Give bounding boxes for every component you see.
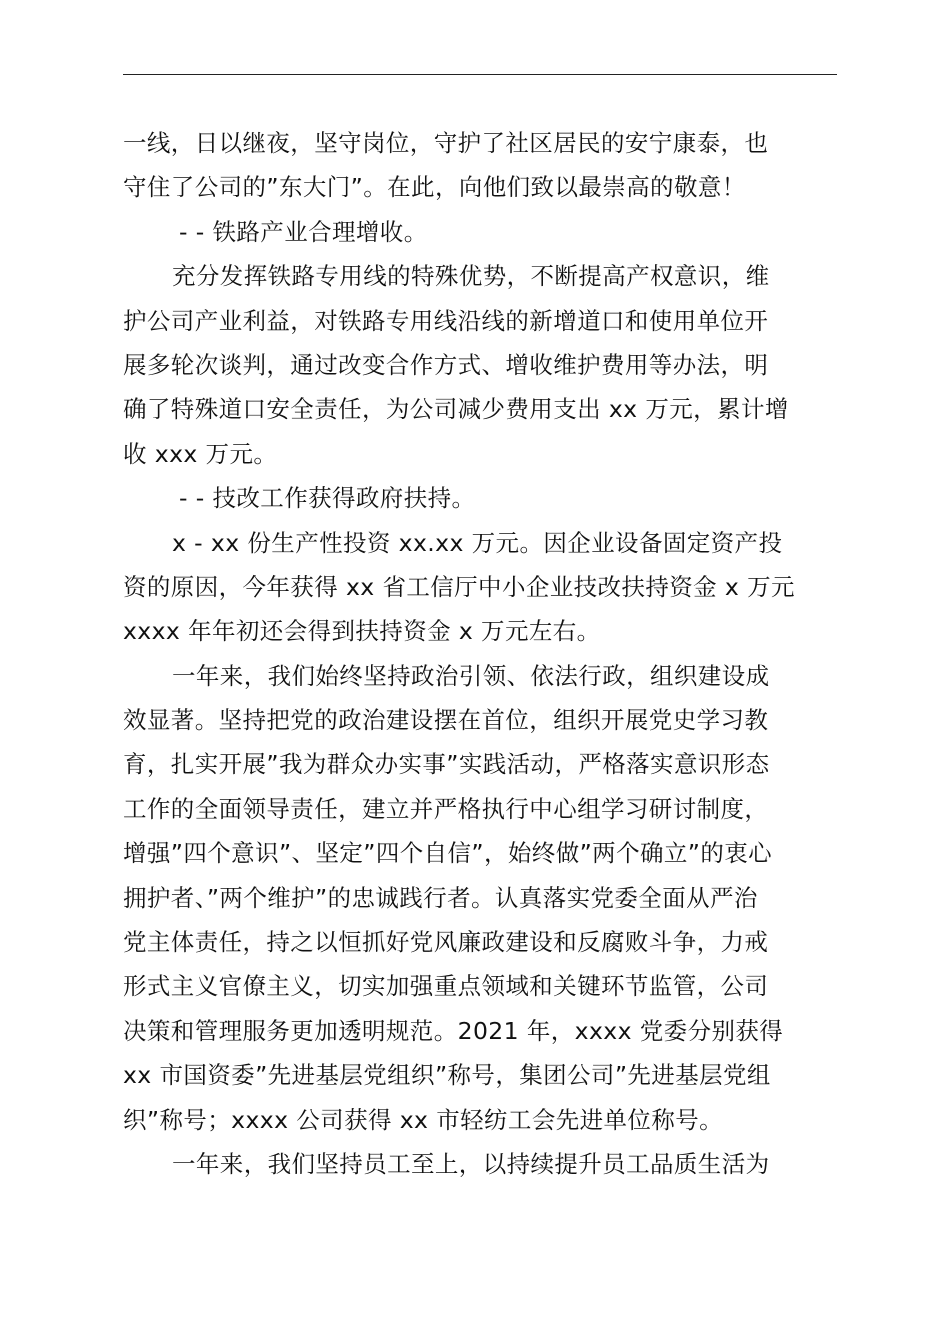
text-line: 增强”四个意识”、坚定”四个自信”，始终做”两个确立”的衷心 <box>123 839 773 868</box>
text-line: 拥护者、”两个维护”的忠诚践行者。认真落实党委全面从严治 <box>123 883 758 912</box>
text-line: 育，扎实开展”我为群众办实事”实践活动，严格落实意识形态 <box>123 750 770 779</box>
text-line: xx 市国资委”先进基层党组织”称号，集团公司”先进基层党组 <box>123 1061 771 1090</box>
section-heading-line: - - 技改工作获得政府扶持。 <box>179 484 476 513</box>
text-line: 形式主义官僚主义，切实加强重点领域和关键环节监管，公司 <box>123 972 769 1001</box>
text-line: 护公司产业利益，对铁路专用线沿线的新增道口和使用单位开 <box>123 306 769 335</box>
text-line: 党主体责任，持之以恒抓好党风廉政建设和反腐败斗争，力戒 <box>123 928 769 957</box>
text-line: 织”称号；xxxx 公司获得 xx 市轻纺工会先进单位称号。 <box>123 1105 724 1134</box>
text-line: xxxx 年年初还会得到扶持资金 x 万元左右。 <box>123 617 601 646</box>
text-line: 工作的全面领导责任，建立并严格执行中心组学习研讨制度， <box>123 794 769 823</box>
text-line: 资的原因，今年获得 xx 省工信厅中小企业技改扶持资金 x 万元 <box>123 572 795 601</box>
text-line: 一年来，我们始终坚持政治引领、依法行政，组织建设成 <box>172 661 770 690</box>
text-line: 决策和管理服务更加透明规范。2021 年，xxxx 党委分别获得 <box>123 1016 784 1045</box>
document-body <box>123 121 837 1186</box>
text-line: 守住了公司的”东大门”。在此，向他们致以最崇高的敬意！ <box>123 173 746 202</box>
text-line: 收 xxx 万元。 <box>123 439 278 468</box>
text-line: 确了特殊道口安全责任，为公司减少费用支出 xx 万元，累计增 <box>123 395 789 424</box>
text-line: 充分发挥铁路专用线的特殊优势，不断提高产权意识，维 <box>172 262 770 291</box>
header-rule <box>123 74 837 75</box>
section-heading-line: - - 铁路产业合理增收。 <box>179 217 428 246</box>
text-line: 一线，日以继夜，坚守岗位，守护了社区居民的安宁康泰，也 <box>123 129 769 157</box>
text-line: 一年来，我们坚持员工至上，以持续提升员工品质生活为 <box>172 1149 770 1178</box>
text-line: 展多轮次谈判，通过改变合作方式、增收维护费用等办法，明 <box>123 350 769 379</box>
text-line: 效显著。坚持把党的政治建设摆在首位，组织开展党史学习教 <box>123 706 769 735</box>
text-line: x - xx 份生产性投资 xx.xx 万元。因企业设备固定资产投 <box>172 528 783 557</box>
